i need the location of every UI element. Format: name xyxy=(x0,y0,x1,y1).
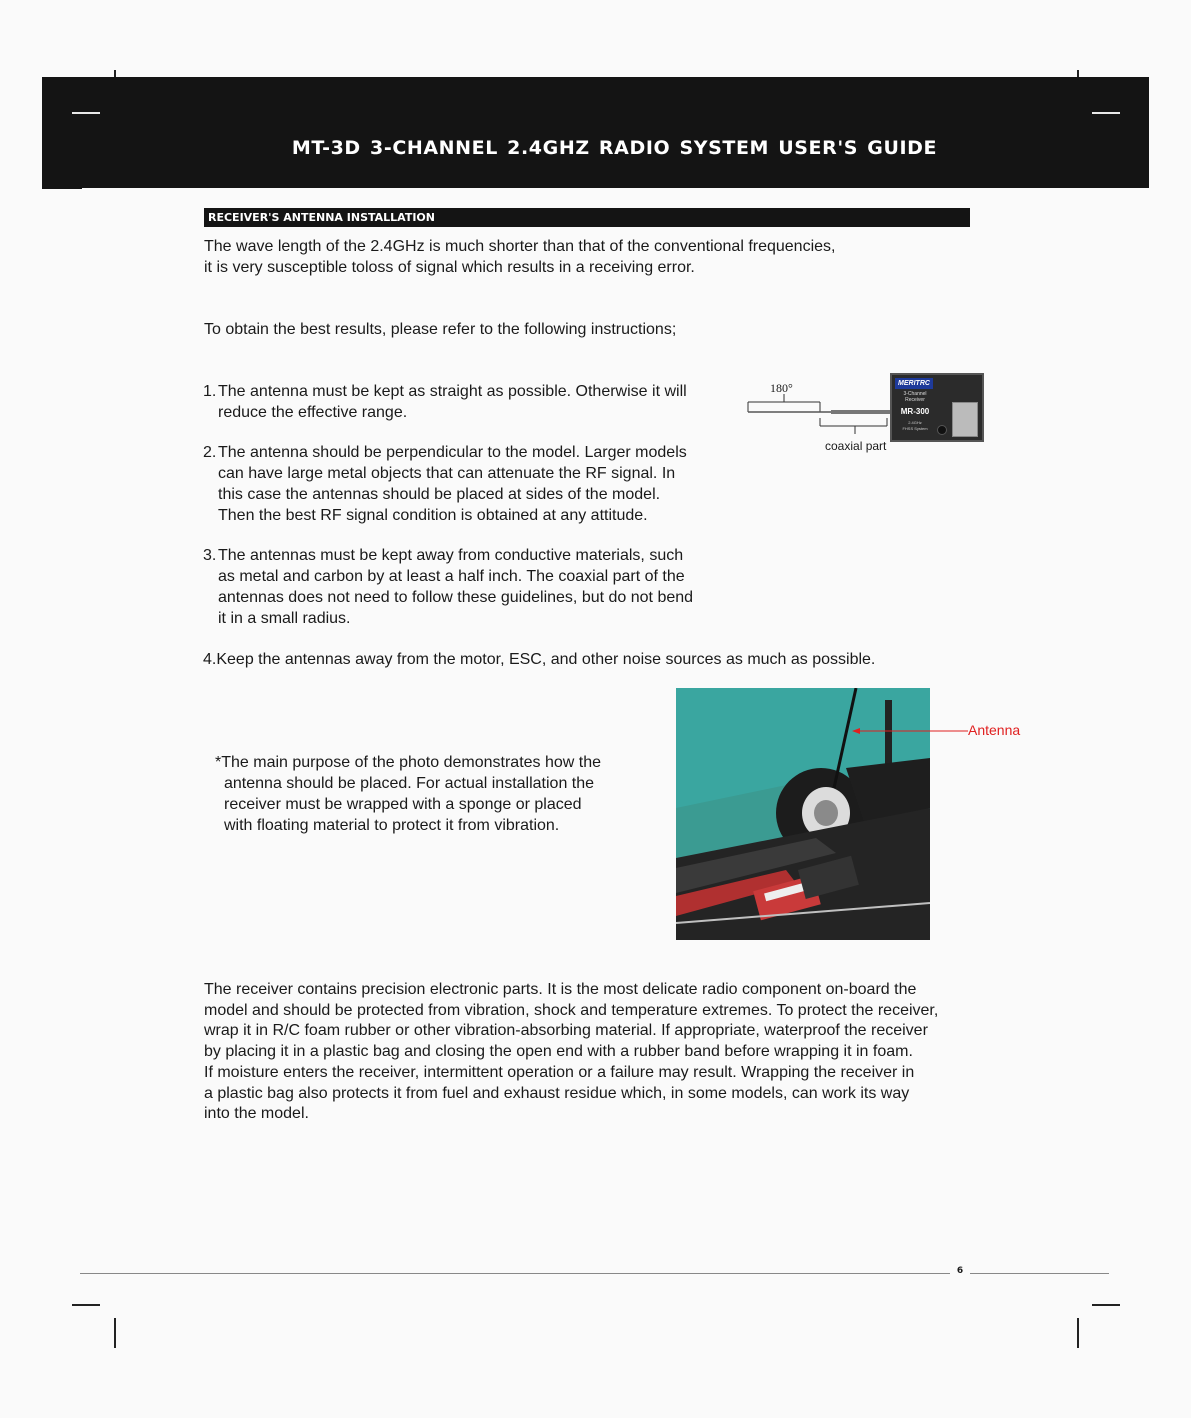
instructions-lead: To obtain the best results, please refer to the following instructions; xyxy=(204,321,677,338)
receiver-system: FHSS System xyxy=(902,426,928,431)
receiver-type: 3-Channel Receiver xyxy=(903,391,927,403)
page-number: 6 xyxy=(956,1266,964,1276)
crop-mark xyxy=(1092,112,1120,114)
item-line: Then the best RF signal condition is obtained at any attitude. xyxy=(218,507,648,524)
receiver-led xyxy=(937,425,947,435)
item-line: can have large metal objects that can attenuate the RF signal. In xyxy=(218,465,676,482)
item-line: reduce the effective range. xyxy=(218,404,408,421)
item-line: as metal and carbon by at least a half inch. The coaxial part of the xyxy=(218,568,685,585)
item-line: it in a small radius. xyxy=(218,610,351,627)
item-line: The antenna should be perpendicular to the model. Larger models xyxy=(218,444,687,461)
closing-line: by placing it in a plastic bag and closing the open end with a rubber band before wrapping it in foam. xyxy=(204,1043,913,1061)
antenna-callout-arrow xyxy=(852,725,970,737)
crop-mark xyxy=(72,112,100,114)
item-number: 3. xyxy=(203,547,217,564)
receiver-model: MR-300 xyxy=(900,407,930,416)
closing-line: a plastic bag also protects it from fuel and exhaust residue which, in some models, can work its way xyxy=(204,1084,910,1102)
item-number: 1. xyxy=(203,383,217,400)
crop-mark xyxy=(1092,1304,1120,1306)
photo-note-line: receiver must be wrapped with a sponge or placed xyxy=(224,796,582,813)
antenna-diagram xyxy=(745,372,985,462)
item-line: Keep the antennas away from the motor, ESC, and other noise sources as much as possible. xyxy=(216,651,876,668)
section-heading: RECEIVER'S ANTENNA INSTALLATION xyxy=(204,208,970,227)
antenna-label: Antenna xyxy=(968,722,1021,738)
item-line: The antenna must be kept as straight as possible. Otherwise it will xyxy=(218,383,687,400)
crop-mark xyxy=(72,1304,100,1306)
crop-mark xyxy=(1077,1318,1079,1348)
closing-paragraph xyxy=(204,980,938,1125)
photo-note-line: antenna should be placed. For actual installation the xyxy=(224,775,595,792)
intro-line: it is very susceptible toloss of signal which results in a receiving error. xyxy=(204,259,695,276)
receiver-unit xyxy=(890,373,984,442)
intro-line: The wave length of the 2.4GHz is much shorter than that of the conventional frequencies, xyxy=(204,238,836,255)
header-tab xyxy=(42,77,82,189)
closing-line: model and should be protected from vibration, shock and temperature extremes. To protect the receiver, xyxy=(204,1001,939,1019)
instruction-item xyxy=(203,545,743,629)
photo-note xyxy=(215,752,601,836)
angle-label: 180° xyxy=(770,381,793,395)
instruction-item xyxy=(203,381,743,423)
receiver-brand: MERITRC xyxy=(895,378,933,389)
photo-note-line: with floating material to protect it from vibration. xyxy=(224,817,560,834)
crop-mark xyxy=(114,1318,116,1348)
photo-note-line: *The main purpose of the photo demonstrates how the xyxy=(215,754,602,771)
item-line: antennas does not need to follow these guidelines, but do not bend xyxy=(218,589,694,606)
instruction-item xyxy=(203,442,743,526)
footer-rule xyxy=(970,1273,1109,1274)
receiver-connector-block xyxy=(952,402,978,437)
item-number: 4. xyxy=(203,651,217,668)
closing-line: into the model. xyxy=(204,1105,309,1123)
coaxial-label: coaxial part xyxy=(825,439,887,453)
header-band xyxy=(80,77,1149,188)
closing-line: The receiver contains precision electronic parts. It is the most delicate radio component on-board the xyxy=(204,981,917,998)
page-header-title: MT-3D 3-CHANNEL 2.4GHZ RADIO SYSTEM USER'S GUIDE xyxy=(291,137,938,159)
receiver-band: 2.4GHz xyxy=(908,420,922,425)
item-line: this case the antennas should be placed at sides of the model. xyxy=(218,486,661,503)
footer-rule xyxy=(80,1273,950,1274)
closing-line: If moisture enters the receiver, intermittent operation or a failure may result. Wrapping the receiver in xyxy=(204,1063,915,1081)
item-line: The antennas must be kept away from conductive materials, such xyxy=(218,547,684,564)
instruction-item xyxy=(203,649,963,670)
closing-line: wrap it in R/C foam rubber or other vibration-absorbing material. If appropriate, waterproof the receiver xyxy=(204,1022,928,1040)
item-number: 2. xyxy=(203,444,217,461)
